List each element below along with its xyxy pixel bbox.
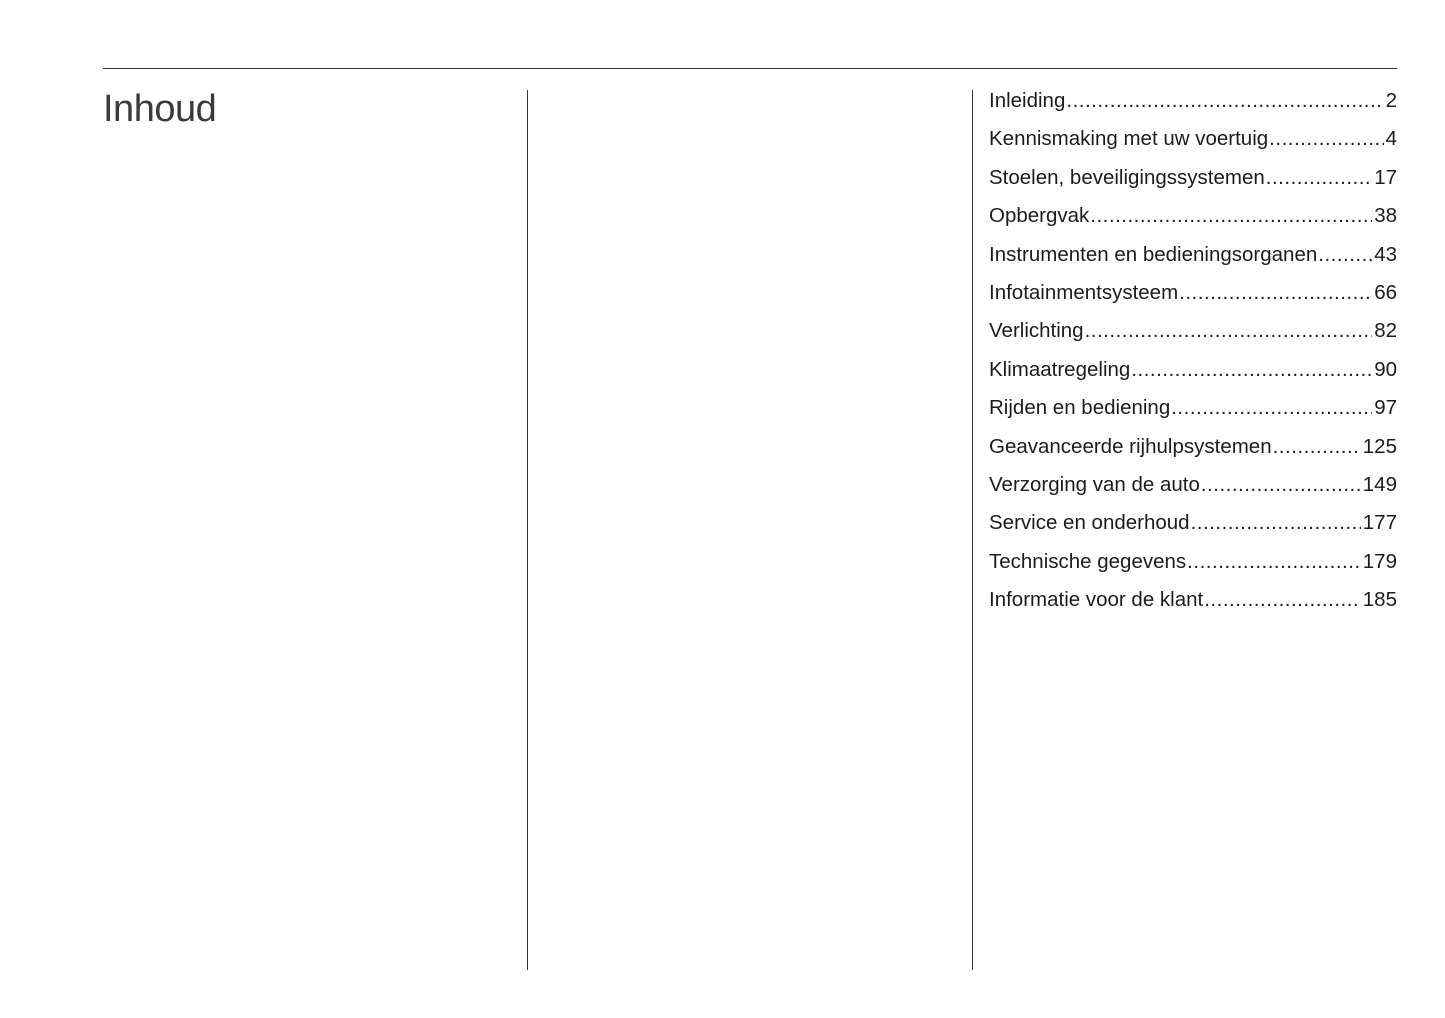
toc-entry-page: 90	[1374, 357, 1397, 381]
toc-leader-dots	[1085, 314, 1373, 348]
toc-entry-label: Verlichting	[989, 319, 1084, 343]
toc-leader-dots	[1201, 468, 1361, 502]
toc-leader-dots	[1204, 583, 1361, 617]
column-divider-right	[972, 90, 973, 970]
toc-leader-dots	[1318, 238, 1372, 272]
toc-entry-label: Informatie voor de klant	[989, 588, 1204, 612]
toc-entry-page: 125	[1362, 434, 1397, 458]
top-rule	[103, 68, 1397, 69]
toc-entry-label: Klimaatregeling	[989, 357, 1131, 381]
toc-entry-page: 38	[1374, 204, 1397, 228]
toc-entry-label: Service en onderhoud	[989, 511, 1190, 535]
toc-entry-label: Rijden en bediening	[989, 396, 1171, 420]
toc-leader-dots	[1066, 84, 1383, 118]
toc-leader-dots	[1131, 353, 1372, 387]
toc-entry-label: Inleiding	[989, 89, 1066, 112]
toc-entry-page: 82	[1374, 319, 1397, 343]
toc-entry-opbergvak[interactable]	[989, 199, 1397, 237]
toc-entry-page: 43	[1374, 242, 1397, 266]
toc-entry-page: 17	[1374, 165, 1397, 189]
toc-entry-label: Geavanceerde rijhulpsystemen	[989, 434, 1272, 458]
toc-entry-verlichting[interactable]	[989, 314, 1397, 352]
toc-leader-dots	[1171, 391, 1372, 425]
toc-entry-label: Technische gegevens	[989, 549, 1187, 573]
toc-entry-rijhulpsystemen[interactable]	[989, 430, 1397, 468]
toc-entry-klimaatregeling[interactable]	[989, 353, 1397, 391]
toc-leader-dots	[1273, 430, 1361, 464]
toc-leader-dots	[1187, 545, 1361, 579]
toc-entry-page: 149	[1362, 472, 1397, 496]
toc-entry-label: Opbergvak	[989, 204, 1090, 228]
toc-entry-label: Verzorging van de auto	[989, 472, 1200, 496]
toc-entry-service[interactable]	[989, 506, 1397, 544]
toc-entry-page: 177	[1362, 511, 1397, 535]
toc-entry-page: 179	[1362, 549, 1397, 573]
toc-entry-page: 66	[1374, 280, 1397, 304]
toc-entry-rijden[interactable]	[989, 391, 1397, 429]
toc-entry-technische-gegevens[interactable]	[989, 545, 1397, 583]
toc-leader-dots	[1191, 506, 1361, 540]
toc-entry-klantinformatie[interactable]	[989, 583, 1397, 621]
toc-entry-stoelen[interactable]	[989, 161, 1397, 199]
toc-entry-infotainment[interactable]	[989, 276, 1397, 314]
toc-entry-label: Stoelen, beveiligingssystemen	[989, 165, 1265, 189]
toc-leader-dots	[1179, 276, 1372, 310]
toc-entry-page: 97	[1374, 396, 1397, 420]
toc-entry-verzorging[interactable]	[989, 468, 1397, 506]
toc-entry-inleiding[interactable]	[989, 84, 1397, 122]
toc-entry-kennismaking[interactable]	[989, 122, 1397, 160]
toc-entry-page: 4	[1385, 127, 1397, 151]
column-divider-left	[527, 90, 528, 970]
toc-leader-dots	[1269, 122, 1383, 156]
toc-leader-dots	[1090, 199, 1372, 233]
toc-entry-label: Kennismaking met uw voertuig	[989, 127, 1269, 151]
toc-entry-page: 2	[1385, 89, 1397, 112]
toc-entry-label: Infotainmentsysteem	[989, 280, 1179, 304]
page-title: Inhoud	[103, 88, 217, 130]
toc-leader-dots	[1266, 161, 1372, 195]
toc-entry-label: Instrumenten en bedieningsorganen	[989, 242, 1318, 266]
toc-entry-page: 185	[1362, 588, 1397, 612]
toc-entry-instrumenten[interactable]	[989, 238, 1397, 276]
table-of-contents	[989, 84, 1397, 621]
